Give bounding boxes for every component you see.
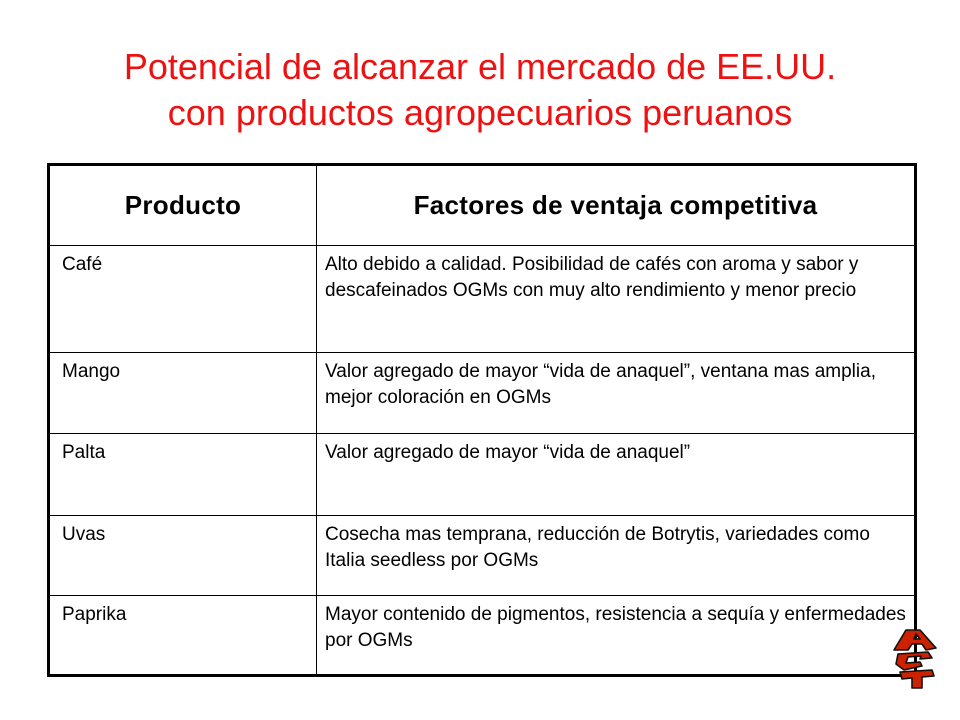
cell-factores: Alto debido a calidad. Posibilidad de cafés con aroma y sabor y descafeinados OGMs con muy alto rendimiento y menor precio [317, 246, 916, 353]
table-row [49, 516, 916, 596]
cell-producto: Mango [49, 353, 317, 434]
cell-factores: Valor agregado de mayor “vida de anaquel” [317, 434, 916, 516]
slide-title-line-1: Potencial de alcanzar el mercado de EE.UU. [123, 46, 837, 87]
slide-title [0, 44, 960, 136]
header-factores: Factores de ventaja competitiva [317, 165, 916, 246]
cell-factores: Mayor contenido de pigmentos, resistencia a sequía y enfermedades por OGMs [317, 596, 916, 676]
table-row [49, 246, 916, 353]
table-row [49, 353, 916, 434]
cell-factores: Valor agregado de mayor “vida de anaquel”, ventana mas amplia, mejor coloración en OGMs [317, 353, 916, 434]
slide-title-line-2: con productos agropecuarios peruanos [167, 92, 793, 133]
competitive-factors-table [47, 163, 917, 677]
agt-logo-icon [888, 628, 944, 690]
cell-producto: Uvas [49, 516, 317, 596]
header-producto: Producto [49, 165, 317, 246]
table-row [49, 596, 916, 676]
cell-producto: Café [49, 246, 317, 353]
cell-factores: Cosecha mas temprana, reducción de Botrytis, variedades como Italia seedless por OGMs [317, 516, 916, 596]
cell-producto: Palta [49, 434, 317, 516]
table-header-row [49, 165, 916, 246]
table-row [49, 434, 916, 516]
cell-producto: Paprika [49, 596, 317, 676]
